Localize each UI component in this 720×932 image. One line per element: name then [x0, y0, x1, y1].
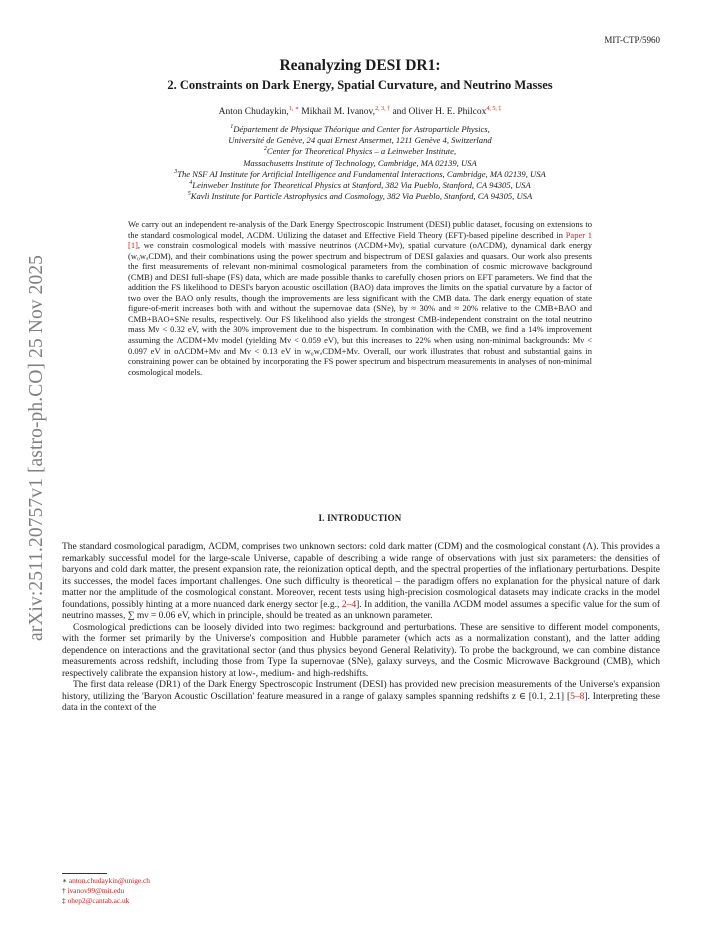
- email-link[interactable]: ivanov99@mit.edu: [67, 886, 125, 895]
- email-link[interactable]: anton.chudaykin@unige.ch: [68, 876, 150, 885]
- author-list: [0, 107, 720, 117]
- citation-link[interactable]: 5–8: [570, 691, 585, 702]
- paper-subtitle: 2. Constraints on Dark Energy, Spatial Curvature, and Neutrino Masses: [167, 78, 553, 92]
- footnote: ‡ ohep2@cantab.ac.uk: [62, 896, 130, 905]
- footnote-divider: [62, 873, 107, 874]
- paper-title: Reanalyzing DESI DR1:: [279, 57, 441, 74]
- citation-link[interactable]: Paper 1 [1]: [128, 229, 592, 251]
- author-name: Mikhail M. Ivanov,: [298, 107, 376, 117]
- paragraph: The standard cosmological paradigm, ΛCDM, comprises two unknown sectors: cold dark matter (CDM) and the cosmological constant (Λ). This provides a remarkably successful model for the large-scale Universe, capable of describing a wide range of observations with just six parameters: the densities of baryons and cold dark matter, the present expansion rate, the reionization optical depth, and the spectral properties of the inflationary perturbations. Despite its successes, the model faces important challenges. One such difficulty is theoretical – the paradigm offers no explanation for the physical nature of dark matter nor the amplitude of the cosmological constant. Moreover, recent tests using high-precision cosmological datasets may indicate cracks in the model foundations, possibly hinting at a more nuanced dark energy sector [e.g., 2–4]. In addition, the vanilla ΛCDM model assumes a specific value for the sum of neutrino masses, ∑ mν = 0.06 eV, which in principle, should be treated as an unknown parameter.: [62, 542, 661, 621]
- affiliation-block: [0, 124, 720, 202]
- paragraph: Cosmological predictions can be loosely divided into two regimes: background and perturbations. These are sensitive to different model components, with the former set primarily by the Universe's composition and Hubble parameter (which acts as a normalization constant), and the latter adding dependence on interactions and the gravitational sector (and thus physics beyond General Relativity). To probe the background, we can combine distance measurements across redshift, including those from Type Ia supernovae (SNe), galaxy surveys, and the Cosmic Microwave Background (CMB), which respectively calibrate the expansion history at low-, medium- and high-redshifts.: [62, 622, 660, 679]
- section-heading: I. INTRODUCTION: [318, 513, 402, 523]
- author-affiliation-mark[interactable]: 1, ∗: [288, 105, 299, 112]
- affiliation-line: $^5$Kavli Institute for Particle Astrophysics and Cosmology, 382 Via Pueblo, Stanford, CA 94305, USA: [187, 191, 533, 202]
- affiliation-line: $^2$Center for Theoretical Physics – a Leinweber Institute,: [263, 146, 457, 157]
- affiliation-line: $^3$The NSF AI Institute for Artificial Intelligence and Fundamental Interactions, Cambridge, MA 02139, USA: [174, 168, 546, 179]
- arxiv-sidebar-stamp: [24, 254, 50, 642]
- affiliation-line: $^1$Département de Physique Théorique and Center for Astroparticle Physics,: [230, 124, 490, 134]
- paragraph: The first data release (DR1) of the Dark Energy Spectroscopic Instrument (DESI) has provided new precision measurements of the Universe's expansion history, utilizing the 'Baryon Acoustic Oscillation' feature measured in a range of galaxy samples spanning redshifts z ∈ [0.1, 2.1] [5–8]. Interpreting these data in the context of the: [62, 680, 660, 713]
- abstract: We carry out an independent re-analysis of the Dark Energy Spectroscopic Instrument (DESI) public dataset, focusing on extensions to the standard cosmological model, ΛCDM. Utilizing the dataset and Effective Field Theory (EFT)-based pipeline described in Paper 1 [1], we constrain cosmological models with massive neutrinos (ΛCDM+Mν), spatial curvature (oΛCDM), dynamical dark energy (w₀wₐCDM), and their combinations using the power spectrum and bispectrum of DESI galaxies and quasars. Our work also presents the first measurements of relevant non-minimal cosmological parameters from the combination of cosmic microwave background (CMB) and DESI full-shape (FS) data, which are made possible thanks to carefully chosen priors on EFT parameters. We find that the addition the FS likelihood to DESI's baryon acoustic oscillation (BAO) data improves the limits on the spatial curvature by a factor of two over the BAO only results, though the improvements are less significant with the CMB data. The dark energy equation of state figure-of-merit increases both with and without the supernovae data (SNe), by ≈ 30% and ≈ 20% relative to the CMB+BAO and CMB+BAO+SNe results, respectively. Our FS likelihood also yields the strongest CMB-independent constraint on the total neutrino mass Mν < 0.32 eV, with the 30% improvement due to the bispectrum. In combination with the CMB, we find a 14% improvement assuming the ΛCDM+Mν model (yielding Mν < 0.059 eV), but this increases to 22% when using non-minimal backgrounds: Mν < 0.097 eV in oΛCDM+Mν and Mν < 0.13 eV in w₀wₐCDM+Mν. Overall, our work illustrates that robust and substantial gains in constraining power can be obtained by incorporating the FS power spectrum and bispectrum measurements in analyses of non-minimal cosmological models.: [128, 219, 592, 377]
- footnote: † ivanov99@mit.edu: [62, 886, 125, 895]
- arxiv-identifier: arXiv:2511.20757v1 [astro-ph.CO] 25 Nov 2025: [26, 254, 47, 642]
- author-name: Anton Chudaykin,: [218, 107, 289, 117]
- introduction-body: [62, 542, 660, 715]
- affiliation-line: Université de Genève, 24 quai Ernest Ansermet, 1211 Genève 4, Switzerland: [228, 135, 492, 146]
- author-affiliation-mark[interactable]: 4, 5, ‡: [486, 105, 502, 112]
- author-name: and Oliver H. E. Philcox: [390, 107, 487, 117]
- footnotes: [62, 876, 150, 906]
- author-affiliation-mark[interactable]: 2, 3, †: [375, 105, 391, 112]
- report-number: MIT-CTP/5960: [604, 35, 660, 45]
- citation-link[interactable]: 2–4: [341, 599, 357, 610]
- affiliation-line: Massachusetts Institute of Technology, Cambridge, MA 02139, USA: [243, 157, 477, 168]
- affiliation-line: $^4$Leinweber Institute for Theoretical Physics at Stanford, 382 Via Pueblo, Stanford, CA 94305, USA: [189, 180, 531, 191]
- email-link[interactable]: ohep2@cantab.ac.uk: [67, 896, 130, 905]
- footnote: ∗ anton.chudaykin@unige.ch: [62, 876, 150, 885]
